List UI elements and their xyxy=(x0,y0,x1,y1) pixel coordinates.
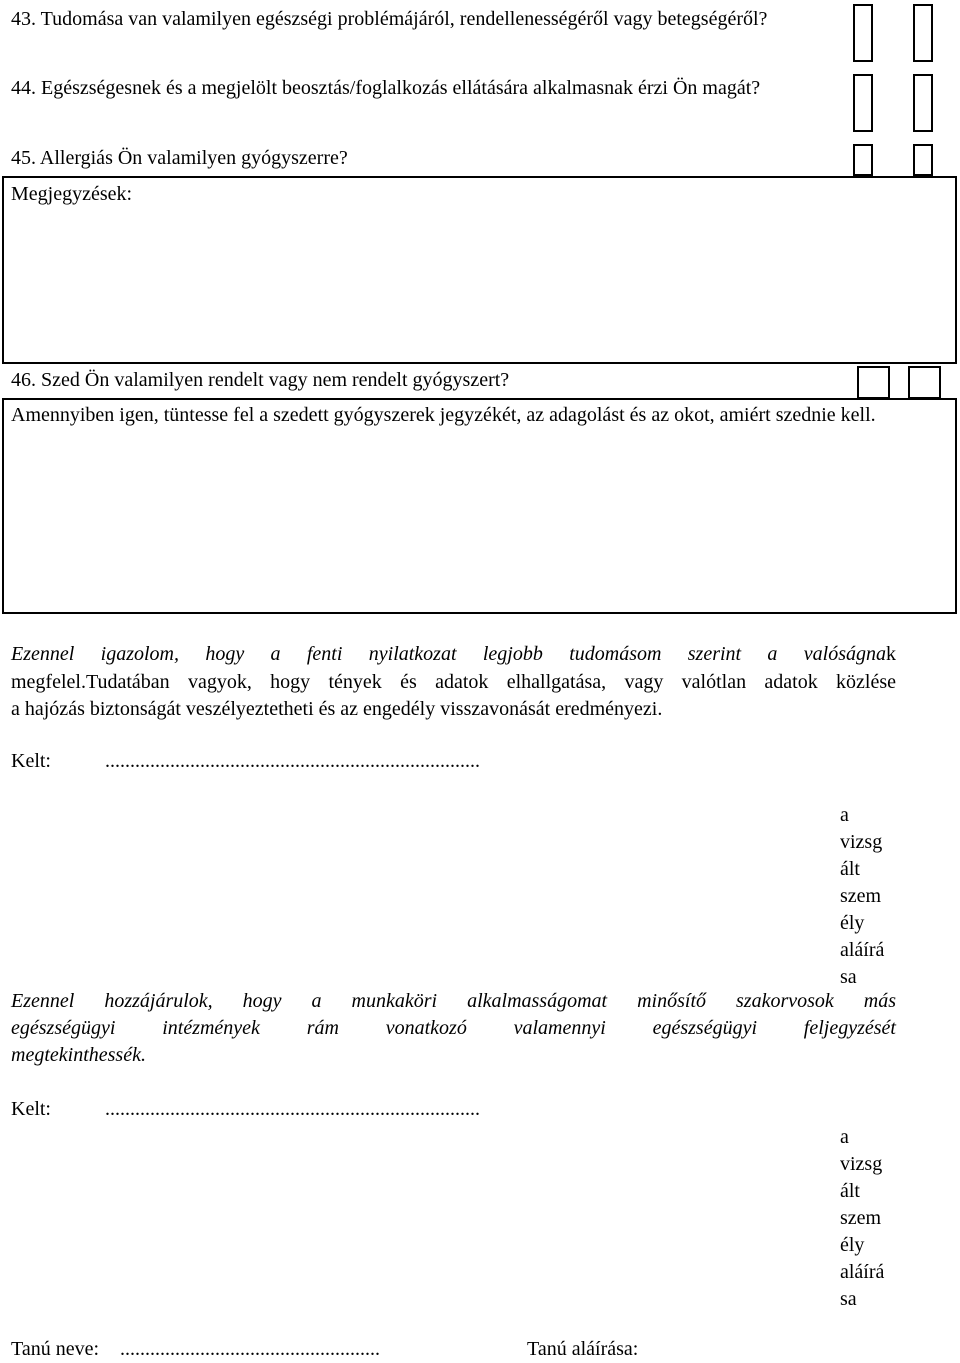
q43-no-checkbox[interactable] xyxy=(913,4,933,62)
kelt-1-date-field[interactable]: ........................................................................... xyxy=(105,750,480,772)
signature-1-line: sa xyxy=(840,966,857,988)
q46-no-checkbox[interactable] xyxy=(908,366,941,399)
signature-1-line: szem xyxy=(840,885,882,907)
q44-no-checkbox[interactable] xyxy=(913,74,933,132)
kelt-1-label: Kelt: xyxy=(11,750,51,772)
signature-1-line: a xyxy=(840,804,849,826)
signature-1-line: ált xyxy=(840,858,860,880)
declaration-2-line-1: Ezennel hozzájárulok, hogy a munkaköri alkalmasságomat minősítő szakorvosok más xyxy=(11,990,896,1012)
signature-1 xyxy=(840,802,900,991)
kelt-2-label: Kelt: xyxy=(11,1098,51,1120)
signature-2-line: a xyxy=(840,1126,849,1148)
question-46: 46. Szed Ön valamilyen rendelt vagy nem rendelt gyógyszert? xyxy=(11,369,510,391)
signature-1-line: ély xyxy=(840,912,865,934)
remarks-box[interactable] xyxy=(2,176,957,364)
declaration-2-line-3: megtekinthessék. xyxy=(11,1044,146,1066)
q44-yes-checkbox[interactable] xyxy=(853,74,873,132)
signature-2-line: ély xyxy=(840,1234,865,1256)
witness-name-label: Tanú neve: xyxy=(11,1338,100,1360)
q43-yes-checkbox[interactable] xyxy=(853,4,873,62)
question-45: 45. Allergiás Ön valamilyen gyógyszerre? xyxy=(11,147,348,169)
question-43: 43. Tudomása van valamilyen egészségi problémájáról, rendellenességéről vagy betegségéről? xyxy=(11,8,768,30)
question-46-detail: Amennyiben igen, tüntesse fel a szedett gyógyszerek jegyzékét, az adagolást és az okot, amiért szednie kell. xyxy=(11,404,876,426)
signature-2-line: aláírá xyxy=(840,1261,885,1283)
medication-box[interactable] xyxy=(2,398,957,614)
witness-name-field[interactable]: .................................................... xyxy=(120,1338,380,1360)
signature-2-line: ált xyxy=(840,1180,860,1202)
witness-signature-label: Tanú aláírása: xyxy=(527,1338,639,1360)
q45-yes-checkbox[interactable] xyxy=(853,144,873,176)
q46-yes-checkbox[interactable] xyxy=(857,366,890,399)
declaration-2-line-2: egészségügyi intézmények rám vonatkozó valamennyi egészségügyi feljegyzését xyxy=(11,1017,896,1039)
signature-2-line: sa xyxy=(840,1288,857,1310)
q45-no-checkbox[interactable] xyxy=(913,144,933,176)
declaration-1-line-1 xyxy=(11,641,896,668)
question-44: 44. Egészségesnek és a megjelölt beosztás/foglalkozás ellátására alkalmasnak érzi Ön magát? xyxy=(11,77,761,99)
signature-1-line: aláírá xyxy=(840,939,885,961)
kelt-2-date-field[interactable]: ........................................................................... xyxy=(105,1098,480,1120)
declaration-1-tail: k xyxy=(886,643,896,665)
signature-2-line: szem xyxy=(840,1207,882,1229)
declaration-1-italic: Ezennel igazolom, hogy a fenti nyilatkozat legjobb tudomásom szerint a valóságna xyxy=(11,643,886,665)
signature-1-line: vizsg xyxy=(840,831,883,853)
remarks-label: Megjegyzések: xyxy=(11,183,133,205)
signature-2 xyxy=(840,1124,900,1313)
declaration-1-line-2: megfelel.Tudatában vagyok, hogy tények és adatok elhallgatása, vagy valótlan adatok közlése xyxy=(11,671,896,693)
declaration-1-line-3: a hajózás biztonságát veszélyeztetheti és az engedély visszavonását eredményezi. xyxy=(11,698,663,720)
signature-2-line: vizsg xyxy=(840,1153,883,1175)
